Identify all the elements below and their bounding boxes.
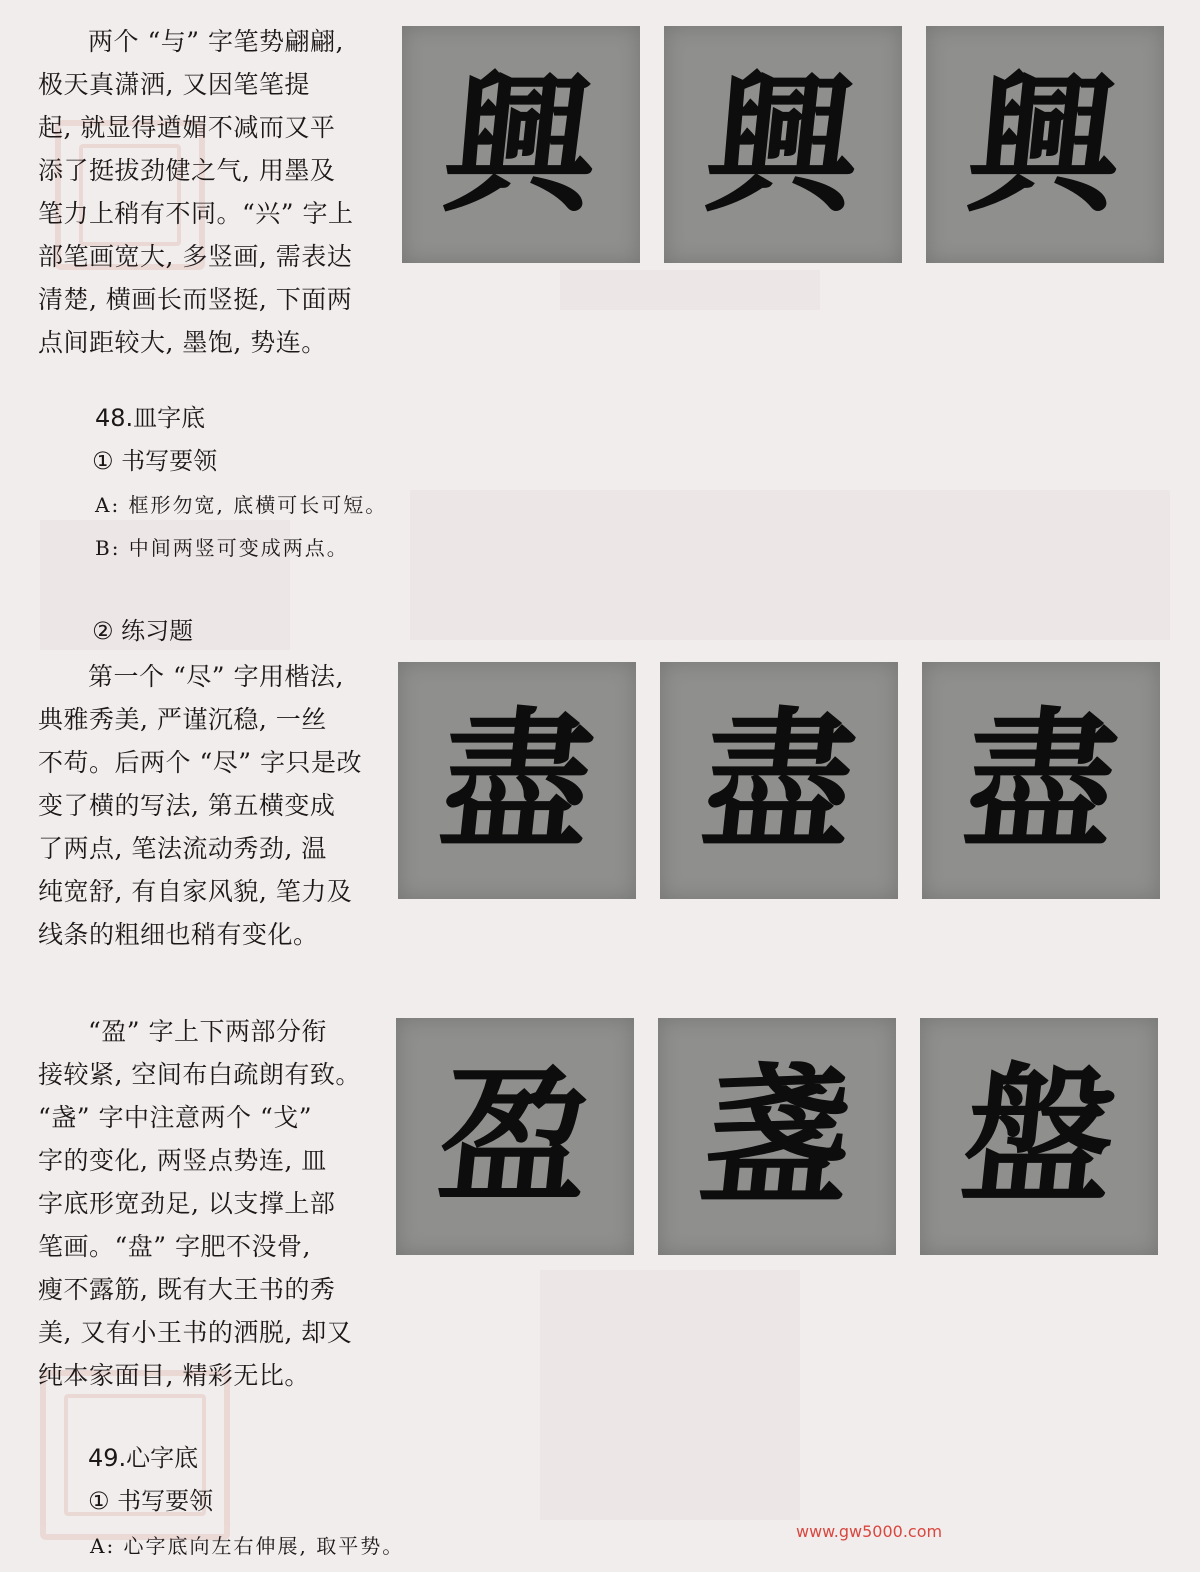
calligraphy-tile — [920, 1018, 1158, 1255]
calligraphy-glyph: 盡 — [956, 692, 1126, 869]
calligraphy-glyph: 興 — [436, 56, 606, 233]
paragraph-line: 线条的粗细也稍有变化。 — [38, 920, 319, 949]
bleed-through-block — [540, 1270, 800, 1520]
paragraph-line: “盈” 字上下两部分衔 — [88, 1017, 328, 1046]
subheading-writing-essentials: ① 书写要领 — [92, 447, 218, 475]
paragraph-line: 了两点, 笔法流动秀劲, 温 — [38, 834, 327, 863]
calligraphy-glyph: 盤 — [954, 1048, 1124, 1225]
bleed-through-block — [560, 270, 820, 310]
site-watermark: www.gw5000.com — [796, 1522, 943, 1541]
calligraphy-glyph: 盡 — [432, 692, 602, 869]
paragraph-line: 极天真潇洒, 又因笔笔提 — [38, 70, 310, 99]
paragraph-line: 两个 “与” 字笔势翩翩, — [88, 27, 344, 56]
rule-b: B: 中间两竖可变成两点。 — [95, 536, 349, 560]
calligraphy-tile — [398, 662, 636, 899]
paragraph-line: 不苟。后两个 “尽” 字只是改 — [38, 748, 362, 777]
paragraph-line: 字底形宽劲足, 以支撑上部 — [38, 1189, 336, 1218]
paragraph-line: 第一个 “尽” 字用楷法, — [88, 662, 344, 691]
section-heading: 48.皿字底 — [95, 404, 206, 432]
calligraphy-glyph: 盈 — [430, 1048, 600, 1225]
paragraph-line: 字的变化, 两竖点势连, 皿 — [38, 1146, 327, 1175]
paragraph-line: 纯本家面目, 精彩无比。 — [38, 1361, 310, 1390]
calligraphy-tile — [664, 26, 902, 263]
paragraph-line: 笔力上稍有不同。“兴” 字上 — [38, 199, 354, 228]
paragraph-line: 变了横的写法, 第五横变成 — [38, 791, 336, 820]
section-48-paragraph-1 — [38, 655, 368, 956]
paragraph-line: 部笔画宽大, 多竖画, 需表达 — [38, 242, 353, 271]
calligraphy-tile — [658, 1018, 896, 1255]
calligraphy-glyph: 興 — [698, 56, 868, 233]
bleed-through-block — [410, 490, 1170, 640]
paragraph-line: 添了挺拔劲健之气, 用墨及 — [38, 156, 336, 185]
section-48-paragraph-2 — [38, 1010, 368, 1397]
paragraph-line: 瘦不露筋, 既有大王书的秀 — [38, 1275, 336, 1304]
paragraph-line: 典雅秀美, 严谨沉稳, 一丝 — [38, 705, 327, 734]
paragraph-line: 笔画。“盘” 字肥不没骨, — [38, 1232, 311, 1261]
paragraph-line: “盏” 字中注意两个 “戈” — [38, 1103, 313, 1132]
subheading-exercises: ② 练习题 — [92, 617, 194, 645]
calligraphy-tile — [926, 26, 1164, 263]
rule-a: A: 框形勿宽, 底横可长可短。 — [95, 493, 388, 517]
calligraphy-glyph: 興 — [960, 56, 1130, 233]
calligraphy-tile — [660, 662, 898, 899]
section-47-paragraph — [38, 20, 368, 364]
paragraph-line: 清楚, 横画长而竖挺, 下面两 — [38, 285, 353, 314]
calligraphy-glyph: 盡 — [694, 692, 864, 869]
calligraphy-glyph: 盞 — [692, 1048, 862, 1225]
calligraphy-tile — [396, 1018, 634, 1255]
rule-a: A: 心字底向左右伸展, 取平势。 — [90, 1534, 405, 1558]
section-heading: 49.心字底 — [88, 1444, 199, 1472]
subheading-writing-essentials: ① 书写要领 — [88, 1487, 214, 1515]
paragraph-line: 点间距较大, 墨饱, 势连。 — [38, 328, 327, 357]
paragraph-line: 纯宽舒, 有自家风貌, 笔力及 — [38, 877, 353, 906]
paragraph-line: 接较紧, 空间布白疏朗有致。 — [38, 1060, 361, 1089]
paragraph-line: 美, 又有小王书的洒脱, 却又 — [38, 1318, 353, 1347]
calligraphy-tile — [922, 662, 1160, 899]
calligraphy-tile — [402, 26, 640, 263]
paragraph-line: 起, 就显得遒媚不减而又平 — [38, 113, 336, 142]
